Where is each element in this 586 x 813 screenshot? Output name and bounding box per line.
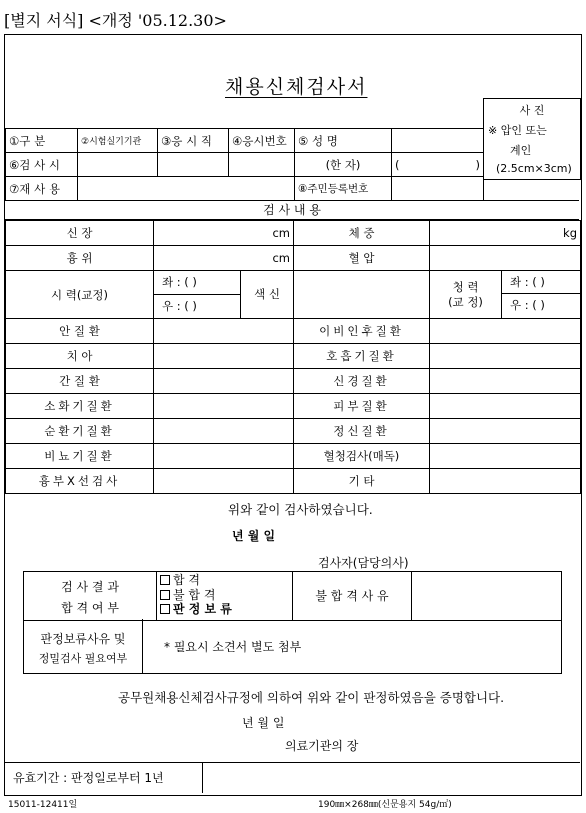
other-field[interactable]	[430, 469, 581, 494]
option-pass-label: 합 격	[173, 573, 200, 587]
label-eye-disease: 안 질 환	[6, 319, 154, 344]
label-exam-institution: ②시험실기기관	[78, 129, 158, 153]
hearing-left[interactable]: 좌 : ( )	[502, 271, 580, 294]
label-name: ⑤ 성 명	[295, 129, 392, 153]
disease-table	[5, 318, 581, 494]
certification-date: 년 월 일	[242, 716, 285, 730]
label-weight: 체 중	[294, 221, 430, 246]
measurement-table	[5, 220, 581, 319]
examiner-label: 검사자(담당의사)	[318, 556, 409, 570]
teeth-field[interactable]	[154, 344, 294, 369]
label-other: 기 타	[294, 469, 430, 494]
photo-label: 사 진	[519, 104, 545, 117]
label-position: ③응 시 직	[158, 129, 229, 153]
circulatory-field[interactable]	[154, 419, 294, 444]
name-field[interactable]	[392, 129, 484, 153]
label-hearing: 청 력	[452, 279, 479, 294]
serum-test-field[interactable]	[430, 444, 581, 469]
skin-field[interactable]	[430, 394, 581, 419]
hanja-field[interactable]	[392, 153, 484, 177]
exam-date: 년 월 일	[232, 529, 276, 543]
label-blood-pressure: 혈 압	[294, 246, 430, 271]
label-detailed-exam: 정밀검사 필요여부	[38, 652, 128, 665]
color-vision-field[interactable]	[294, 271, 430, 319]
paper-spec: 190㎜×268㎜(신문용지 54g/㎡)	[318, 800, 452, 810]
reuse-field[interactable]	[78, 177, 295, 201]
label-liver: 간 질 환	[6, 369, 154, 394]
photo-box	[483, 98, 581, 180]
pending-note: * 필요시 소견서 별도 첨부	[164, 640, 302, 654]
label-mental: 정신질환	[294, 419, 430, 444]
label-resident-number: ⑧주민등록번호	[295, 177, 392, 201]
label-neuro: 신경질환	[294, 369, 430, 394]
label-hanja: (한 자)	[295, 153, 392, 177]
paren-close: )	[475, 157, 480, 172]
pending-box	[23, 619, 562, 674]
photo-note2: 계인	[510, 144, 532, 157]
label-chest: 흉 위	[6, 246, 154, 271]
mental-field[interactable]	[430, 419, 581, 444]
option-fail[interactable]	[160, 588, 288, 603]
option-fail-label: 불 합 격	[173, 587, 216, 602]
vision-left[interactable]: 좌 : ( )	[154, 271, 240, 295]
option-pending[interactable]	[160, 602, 288, 617]
result-box	[23, 571, 562, 621]
hearing-right[interactable]: 우 : ( )	[510, 298, 545, 312]
checkbox-pending[interactable]	[160, 604, 170, 614]
label-ent-disease: 이비인후질환	[294, 319, 430, 344]
respiratory-field[interactable]	[430, 344, 581, 369]
form-title: 채용신체검사서	[225, 76, 368, 98]
label-reuse: ⑦재 사 용	[6, 177, 78, 201]
validity-period: 유효기간 : 판정일로부터 1년	[5, 763, 203, 793]
height-field[interactable]	[154, 221, 294, 246]
label-serum-test: 혈청검사(매독)	[294, 444, 430, 469]
label-result: 검 사 결 과	[61, 580, 119, 594]
label-color-vision: 색 신	[254, 287, 280, 301]
label-respiratory: 호흡기질환	[294, 344, 430, 369]
chest-xray-field[interactable]	[154, 469, 294, 494]
label-vision: 시 력(교정)	[6, 271, 154, 319]
chest-unit: cm	[272, 251, 290, 265]
checkbox-pass[interactable]	[160, 575, 170, 585]
label-hearing-corrected: (교 정)	[448, 294, 483, 309]
label-fail-reason: 불 합 격 사 유	[292, 572, 412, 620]
label-exam-time: ⑥검 사 시	[6, 153, 78, 177]
weight-field[interactable]	[430, 221, 581, 246]
urinary-field[interactable]	[154, 444, 294, 469]
label-category: ①구 분	[6, 129, 78, 153]
liver-field[interactable]	[154, 369, 294, 394]
checkbox-fail[interactable]	[160, 590, 170, 600]
exam-time-field-2[interactable]	[158, 153, 229, 177]
fail-reason-field[interactable]	[412, 572, 560, 620]
option-pass[interactable]	[160, 573, 288, 588]
certification-statement: 공무원채용신체검사규정에 의하여 위와 같이 판정하였음을 증명합니다.	[118, 690, 505, 705]
neuro-field[interactable]	[430, 369, 581, 394]
eye-disease-field[interactable]	[154, 319, 294, 344]
statement-examined: 위와 같이 검사하였습니다.	[228, 502, 373, 517]
exam-time-field-3[interactable]	[229, 153, 295, 177]
option-pending-label: 판 정 보 류	[173, 602, 232, 616]
label-height: 신 장	[6, 221, 154, 246]
weight-unit: kg	[563, 226, 577, 240]
label-pass: 합 격 여 부	[61, 601, 119, 615]
blood-pressure-field[interactable]	[430, 246, 581, 271]
form-header: [별지 서식] <개정 '05.12.30>	[4, 11, 227, 30]
label-skin: 피부질환	[294, 394, 430, 419]
label-digestive: 소화기질환	[6, 394, 154, 419]
applicant-info-table	[5, 128, 484, 201]
label-pending-reason: 판정보류사유 및	[40, 632, 126, 646]
photo-size: (2.5cm×3cm)	[496, 162, 572, 175]
height-unit: cm	[272, 226, 290, 240]
vision-right[interactable]: 우 : ( )	[162, 299, 197, 313]
ent-disease-field[interactable]	[430, 319, 581, 344]
institution-head: 의료기관의 장	[285, 739, 359, 753]
exam-heading: 검 사 내 용	[5, 201, 579, 220]
label-exam-number: ④응시번호	[229, 129, 295, 153]
photo-note: ※ 압인 또는	[488, 124, 547, 137]
label-urinary: 비뇨기질환	[6, 444, 154, 469]
form-number: 15011-12411일	[8, 800, 78, 810]
label-teeth: 치 아	[6, 344, 154, 369]
resident-number-field[interactable]	[392, 177, 484, 201]
exam-time-field[interactable]	[78, 153, 158, 177]
chest-field[interactable]	[154, 246, 294, 271]
paren-open: (	[395, 157, 400, 172]
label-circulatory: 순환기질환	[6, 419, 154, 444]
label-chest-xray: 흉부X선검사	[6, 469, 154, 494]
digestive-field[interactable]	[154, 394, 294, 419]
